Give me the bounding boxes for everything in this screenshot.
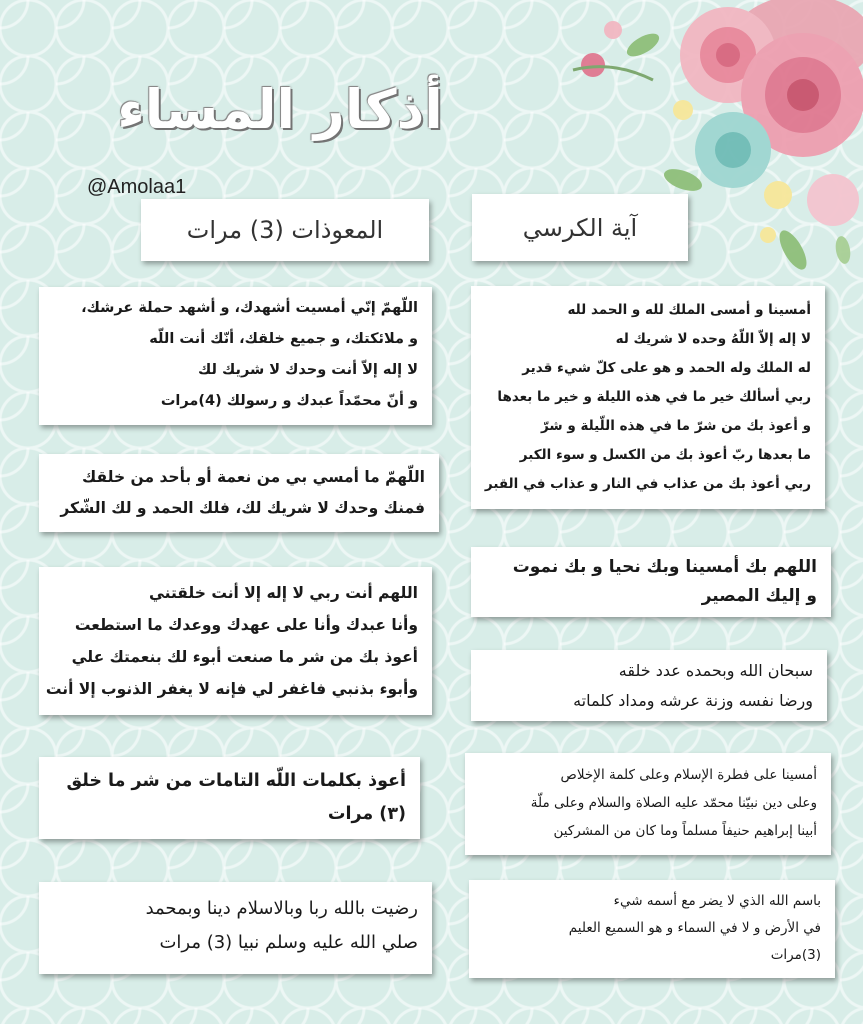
dhikr-line: و إليك المصير: [701, 586, 817, 606]
dhikr-line: أعوذ بك من شر ما صنعت أبوء لك بنعمتك علي: [71, 648, 418, 666]
dhikr-line: أبينا إبراهيم حنيفاً مسلماً وما كان من المشركين: [553, 823, 817, 839]
dhikr-line: اللهم بك أمسينا وبك نحيا و بك نموت: [512, 557, 817, 577]
dhikr-card: [465, 753, 831, 855]
dhikr-line: أمسينا على فطرة الإسلام وعلى كلمة الإخلاص: [560, 767, 817, 783]
dhikr-line: و أعوذ بك من شرّ ما في هذه اللّيلة و شرّ: [541, 418, 811, 434]
dhikr-line: (٣) مرات: [327, 804, 406, 824]
header-ayat-kursi-label: آية الكرسي: [522, 213, 638, 242]
dhikr-card: [39, 567, 432, 715]
page-title: أذكار المساء: [117, 78, 443, 141]
dhikr-line: باسم الله الذي لا يضر مع أسمه شيء: [613, 893, 821, 909]
dhikr-line: وأبوء بذنبي فاغفر لي فإنه لا يغفر الذنوب إلا أنت: [45, 680, 418, 698]
dhikr-line: فمنك وحدك لا شريك لك، فلك الحمد و لك الشّكر: [60, 499, 425, 517]
dhikr-line: وعلى دين نبيّنا محمّد عليه الصلاة والسلام وعلى ملّة: [530, 795, 817, 811]
dhikr-line: ربي أسألك خير ما في هذه الليلة و خير ما بعدها: [497, 389, 811, 405]
dhikr-line: أعوذ بكلمات اللّه التامات من شر ما خلق: [66, 771, 406, 791]
dhikr-card: [469, 880, 835, 978]
dhikr-line: لا إله إلاّ اللّهُ وحده لا شريك له: [615, 331, 811, 347]
header-muawwidhat-label: المعوذات (3) مرات: [186, 216, 384, 244]
dhikr-line: رضيت بالله ربا وبالاسلام دينا وبمحمد: [145, 898, 418, 919]
dhikr-line: و أنّ محمّداً عبدك و رسولك (4)مرات: [160, 393, 418, 409]
dhikr-line: لا إله إلاّ أنت وحدك لا شريك لك: [198, 362, 418, 378]
dhikr-line: سبحان الله وبحمده عدد خلقه: [618, 661, 813, 680]
header-ayat-kursi: [472, 194, 688, 261]
header-muawwidhat: [141, 199, 429, 261]
dhikr-card: [39, 882, 432, 974]
dhikr-line: وأنا عبدك وأنا على عهدك ووعدك ما استطعت: [74, 616, 418, 634]
author-handle: @Amolaa1: [87, 176, 187, 198]
dhikr-line: (3)مرات: [770, 947, 821, 963]
dhikr-line: اللّهمّ إنّي أمسيت أشهدك، و أشهد حملة عرشك،: [81, 300, 418, 316]
dhikr-card: [39, 757, 420, 839]
dhikr-line: اللّهمّ ما أمسي بي من نعمة أو بأحد من خلقك: [82, 468, 425, 486]
dhikr-line: في الأرض و لا في السماء و هو السميع العليم: [568, 920, 821, 936]
dhikr-card: [39, 287, 432, 425]
dhikr-line: ورضا نفسه وزنة عرشه ومداد كلماته: [573, 691, 813, 710]
dhikr-card: [39, 454, 439, 532]
dhikr-card: [471, 650, 827, 721]
dhikr-card: [471, 286, 825, 509]
dhikr-line: صلي الله عليه وسلم نبيا (3) مرات: [159, 932, 418, 953]
dhikr-line: اللهم أنت ربي لا إله إلا أنت خلقتني: [148, 584, 418, 602]
dhikr-line: ما بعدها ربّ أعوذ بك من الكسل و سوء الكبر: [519, 447, 811, 463]
dhikr-line: و ملائكتك، و جميع خلقك، أنّك أنت اللّه: [149, 331, 418, 347]
dhikr-card: [471, 547, 831, 617]
dhikr-line: ربي أعوذ بك من عذاب في النار و عذاب في القبر: [484, 476, 811, 492]
dhikr-line: له الملك وله الحمد و هو على كلّ شيء قدير: [522, 360, 811, 376]
dhikr-line: أمسينا و أمسى الملك لله و الحمد لله: [567, 302, 811, 318]
